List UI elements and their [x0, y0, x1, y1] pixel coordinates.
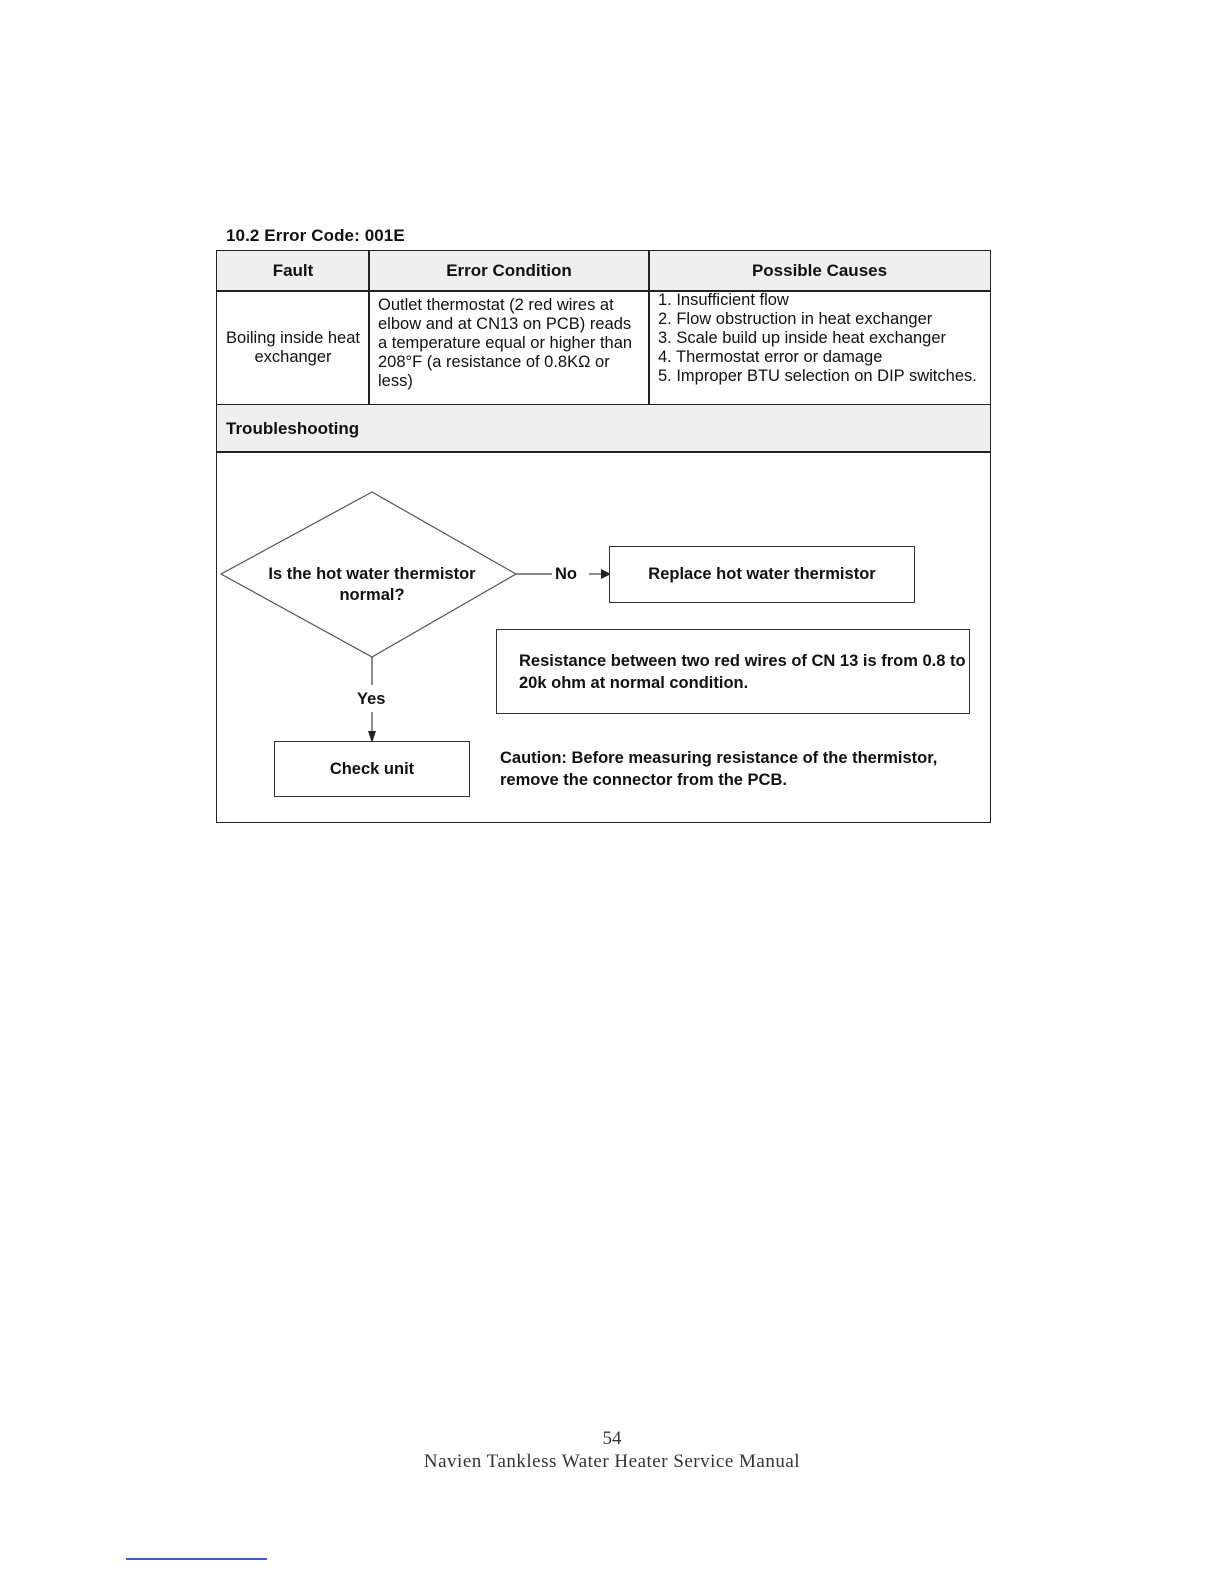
decision-question: Is the hot water thermistor normal? [268, 565, 476, 604]
troubleshooting-label: Troubleshooting [226, 419, 360, 438]
cause-item: 2. Flow obstruction in heat exchanger [658, 310, 933, 328]
footer-link-underline [126, 1558, 267, 1560]
check-unit-box: Check unit [274, 741, 470, 797]
section-title: 10.2 Error Code: 001E [226, 226, 405, 245]
manual-title: Navien Tankless Water Heater Service Manual [423, 1451, 801, 1472]
header-error-condition: Error Condition [369, 251, 649, 291]
caution-note: Caution: Before measuring resistance of the thermistor, remove the connector from the PCB. [500, 749, 938, 789]
error-code-table [216, 250, 991, 823]
cause-item: 3. Scale build up inside heat exchanger [658, 329, 947, 347]
replace-thermistor-box: Replace hot water thermistor [609, 546, 915, 603]
yes-label: Yes [357, 690, 386, 708]
no-label: No [555, 565, 577, 583]
fault-cell: Boiling inside heat exchanger [226, 329, 360, 366]
flowchart-lines [217, 251, 992, 824]
cause-item: 5. Improper BTU selection on DIP switches. [658, 367, 977, 385]
page-number: 54 [602, 1428, 622, 1449]
cause-item: 1. Insufficient flow [658, 291, 789, 309]
header-fault: Fault [217, 251, 369, 291]
resistance-note-box: Resistance between two red wires of CN 13 is from 0.8 to 20k ohm at normal condition. [496, 629, 970, 714]
cause-item: 4. Thermostat error or damage [658, 348, 883, 366]
error-condition-cell: Outlet thermostat (2 red wires at elbow and at CN13 on PCB) reads a temperature equal or higher than 208°F (a resistance of 0.8KΩ or less) [378, 296, 633, 390]
header-possible-causes: Possible Causes [649, 251, 990, 291]
